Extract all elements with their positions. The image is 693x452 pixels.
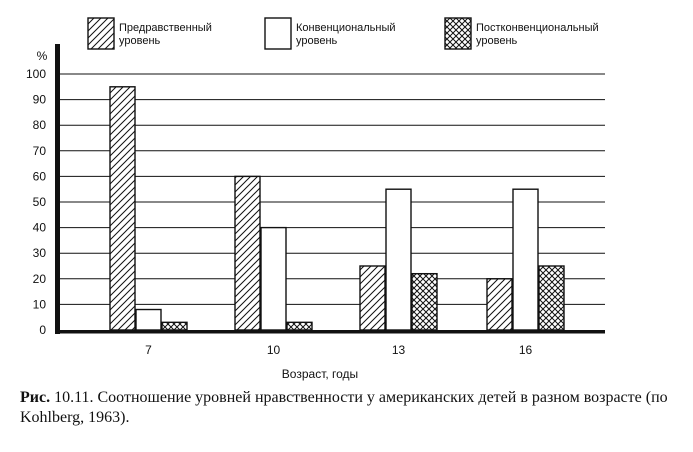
y-tick-label-80: 80 xyxy=(32,118,46,133)
y-axis-ticks xyxy=(26,44,60,337)
y-tick-label-0: 0 xyxy=(39,323,46,337)
y-tick-label-90: 90 xyxy=(32,92,46,107)
caption-prefix: Рис. xyxy=(20,389,51,406)
legend-label-3-line-2: уровень xyxy=(476,35,518,47)
y-tick-label-60: 60 xyxy=(32,169,46,184)
bar-2-age-10 xyxy=(261,228,286,330)
y-axis-line xyxy=(55,44,60,332)
x-axis-line xyxy=(55,330,605,334)
bar-3-age-13 xyxy=(412,274,437,330)
bar-2-age-13 xyxy=(386,189,411,330)
y-tick-label-10: 10 xyxy=(32,297,46,312)
bar-2-age-7 xyxy=(136,310,161,330)
x-tick-label-7: 7 xyxy=(145,343,152,357)
y-tick-label-50: 50 xyxy=(32,195,46,209)
x-tick-label-16: 16 xyxy=(518,343,533,357)
legend-label-1-line-1: Предравственный xyxy=(119,22,212,34)
caption-number: 10.11. xyxy=(54,389,94,406)
bar-1-age-10 xyxy=(235,176,260,330)
y-tick-label-20: 20 xyxy=(32,271,46,286)
x-tick-label-13: 13 xyxy=(391,343,406,357)
x-tick-label-10: 10 xyxy=(266,343,281,357)
legend-label-2-line-1: Конвенциональный xyxy=(296,22,396,34)
x-axis xyxy=(55,330,605,357)
bars xyxy=(110,87,564,330)
bar-1-age-16 xyxy=(487,279,512,330)
bar-3-age-7 xyxy=(162,322,187,330)
y-tick-label-30: 30 xyxy=(32,246,46,261)
figure-caption xyxy=(20,388,685,428)
y-axis-unit-label: % xyxy=(36,49,48,63)
legend-swatch-3 xyxy=(445,18,471,49)
y-tick-label-70: 70 xyxy=(32,143,46,158)
bar-1-age-13 xyxy=(360,266,385,330)
legend-swatch-2 xyxy=(265,18,291,49)
caption-text: Соотношение уровней нравственности у американских детей в разном возрасте (по Kohlberg, 1963). xyxy=(20,389,668,426)
bar-2-age-16 xyxy=(513,189,538,330)
legend-label-2-line-2: уровень xyxy=(296,35,338,47)
y-tick-label-100: 100 xyxy=(25,67,46,81)
y-tick-label-40: 40 xyxy=(32,220,46,235)
legend-swatch-1 xyxy=(88,18,114,49)
bar-1-age-7 xyxy=(110,87,135,330)
bar-3-age-10 xyxy=(287,322,312,330)
bar-3-age-16 xyxy=(539,266,564,330)
legend-label-1-line-2: уровень xyxy=(119,35,161,47)
legend-label-3-line-1: Постконвенциональный xyxy=(476,22,599,34)
x-axis-title: Возраст, годы xyxy=(281,367,359,381)
legend xyxy=(88,18,599,49)
